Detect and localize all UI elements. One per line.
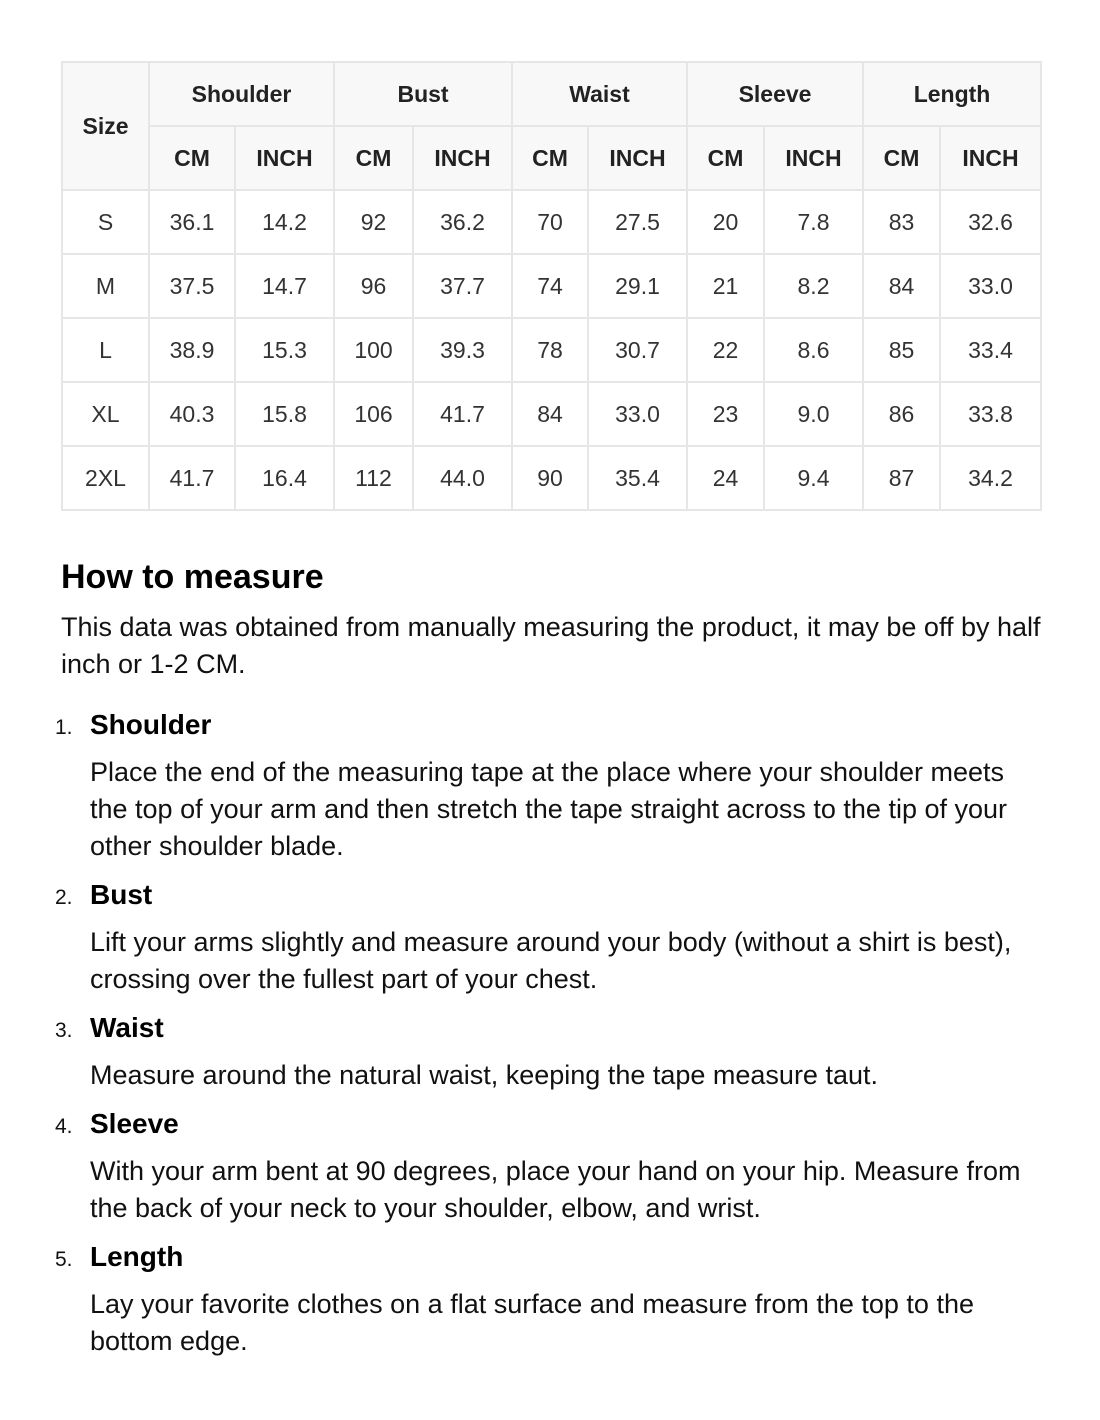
unit-header-cm: CM bbox=[863, 126, 940, 190]
table-cell: 20 bbox=[687, 190, 764, 254]
table-cell: 15.8 bbox=[235, 382, 334, 446]
guide-title: How to measure bbox=[61, 558, 324, 596]
size-cell: 2XL bbox=[62, 446, 149, 510]
unit-header-inch: INCH bbox=[413, 126, 512, 190]
table-cell: 34.2 bbox=[940, 446, 1041, 510]
step-description: Lift your arms slightly and measure around your body (without a shirt is best), crossing over the fullest part of your chest. bbox=[90, 927, 1012, 994]
step-title: Waist bbox=[90, 1012, 164, 1043]
step-number: 3. bbox=[55, 1019, 73, 1042]
group-header-bust: Bust bbox=[334, 62, 512, 126]
table-cell: 100 bbox=[334, 318, 413, 382]
step-description: Measure around the natural waist, keeping the tape measure taut. bbox=[90, 1060, 878, 1090]
table-cell: 22 bbox=[687, 318, 764, 382]
header-row-groups bbox=[62, 62, 1041, 126]
table-cell: 87 bbox=[863, 446, 940, 510]
table-row bbox=[62, 382, 1041, 446]
measure-step-shoulder bbox=[55, 707, 1046, 865]
table-cell: 38.9 bbox=[149, 318, 235, 382]
table-cell: 70 bbox=[512, 190, 588, 254]
measure-guide bbox=[55, 555, 1046, 1372]
table-row bbox=[62, 190, 1041, 254]
unit-header-inch: INCH bbox=[940, 126, 1041, 190]
table-cell: 33.0 bbox=[940, 254, 1041, 318]
table-cell: 30.7 bbox=[588, 318, 687, 382]
table-body bbox=[62, 190, 1041, 510]
unit-header-cm: CM bbox=[687, 126, 764, 190]
table-cell: 78 bbox=[512, 318, 588, 382]
step-number: 5. bbox=[55, 1248, 73, 1271]
table-cell: 41.7 bbox=[149, 446, 235, 510]
table-cell: 106 bbox=[334, 382, 413, 446]
table-cell: 29.1 bbox=[588, 254, 687, 318]
size-cell: XL bbox=[62, 382, 149, 446]
unit-header-inch: INCH bbox=[764, 126, 863, 190]
table-cell: 86 bbox=[863, 382, 940, 446]
measure-step-sleeve bbox=[55, 1106, 1046, 1227]
table-cell: 83 bbox=[863, 190, 940, 254]
step-description: Place the end of the measuring tape at the place where your shoulder meets the top of your arm and then stretch the tape straight across to the tip of your other shoulder blade. bbox=[90, 757, 1008, 861]
table-cell: 90 bbox=[512, 446, 588, 510]
group-header-waist: Waist bbox=[512, 62, 687, 126]
table-cell: 39.3 bbox=[413, 318, 512, 382]
step-description: With your arm bent at 90 degrees, place your hand on your hip. Measure from the back of your neck to your shoulder, elbow, and wrist. bbox=[90, 1156, 1021, 1223]
table-cell: 35.4 bbox=[588, 446, 687, 510]
table-cell: 37.5 bbox=[149, 254, 235, 318]
table-cell: 9.0 bbox=[764, 382, 863, 446]
table-cell: 27.5 bbox=[588, 190, 687, 254]
table-cell: 23 bbox=[687, 382, 764, 446]
step-title: Shoulder bbox=[90, 709, 212, 740]
table-cell: 33.4 bbox=[940, 318, 1041, 382]
step-title: Bust bbox=[90, 879, 153, 910]
group-header-sleeve: Sleeve bbox=[687, 62, 863, 126]
table-cell: 7.8 bbox=[764, 190, 863, 254]
unit-header-cm: CM bbox=[334, 126, 413, 190]
table-cell: 33.8 bbox=[940, 382, 1041, 446]
group-header-length: Length bbox=[863, 62, 1041, 126]
step-number: 2. bbox=[55, 886, 73, 909]
step-number: 1. bbox=[55, 716, 73, 739]
step-title: Sleeve bbox=[90, 1108, 179, 1139]
table-row bbox=[62, 318, 1041, 382]
table-cell: 37.7 bbox=[413, 254, 512, 318]
measure-step-length bbox=[55, 1239, 1046, 1360]
unit-header-cm: CM bbox=[512, 126, 588, 190]
table-row bbox=[62, 446, 1041, 510]
table-cell: 16.4 bbox=[235, 446, 334, 510]
table-header bbox=[62, 62, 1041, 190]
unit-header-inch: INCH bbox=[235, 126, 334, 190]
table-cell: 32.6 bbox=[940, 190, 1041, 254]
table-cell: 14.7 bbox=[235, 254, 334, 318]
size-cell: L bbox=[62, 318, 149, 382]
unit-header-inch: INCH bbox=[588, 126, 687, 190]
table-cell: 44.0 bbox=[413, 446, 512, 510]
table-cell: 84 bbox=[512, 382, 588, 446]
step-title: Length bbox=[90, 1241, 184, 1272]
table-cell: 21 bbox=[687, 254, 764, 318]
table-cell: 8.2 bbox=[764, 254, 863, 318]
measure-step-waist bbox=[55, 1010, 1046, 1094]
table-cell: 85 bbox=[863, 318, 940, 382]
measure-step-bust bbox=[55, 877, 1046, 998]
table-cell: 8.6 bbox=[764, 318, 863, 382]
table-cell: 9.4 bbox=[764, 446, 863, 510]
header-row-units bbox=[62, 126, 1041, 190]
table-cell: 96 bbox=[334, 254, 413, 318]
table-row bbox=[62, 254, 1041, 318]
table-cell: 112 bbox=[334, 446, 413, 510]
unit-header-cm: CM bbox=[149, 126, 235, 190]
table-cell: 24 bbox=[687, 446, 764, 510]
table-cell: 14.2 bbox=[235, 190, 334, 254]
table-cell: 40.3 bbox=[149, 382, 235, 446]
measure-steps-list bbox=[55, 707, 1046, 1360]
table-cell: 33.0 bbox=[588, 382, 687, 446]
table-cell: 92 bbox=[334, 190, 413, 254]
size-cell: S bbox=[62, 190, 149, 254]
table-cell: 15.3 bbox=[235, 318, 334, 382]
step-description: Lay your favorite clothes on a flat surface and measure from the top to the bottom edge. bbox=[90, 1289, 974, 1356]
table-cell: 36.1 bbox=[149, 190, 235, 254]
table-cell: 36.2 bbox=[413, 190, 512, 254]
table-cell: 74 bbox=[512, 254, 588, 318]
guide-intro: This data was obtained from manually measuring the product, it may be off by half inch or 1-2 CM. bbox=[61, 612, 1041, 679]
table-cell: 84 bbox=[863, 254, 940, 318]
group-header-shoulder: Shoulder bbox=[149, 62, 334, 126]
size-column-header: Size bbox=[62, 62, 149, 190]
table-cell: 41.7 bbox=[413, 382, 512, 446]
size-chart-table bbox=[61, 61, 1042, 511]
step-number: 4. bbox=[55, 1115, 73, 1138]
size-cell: M bbox=[62, 254, 149, 318]
